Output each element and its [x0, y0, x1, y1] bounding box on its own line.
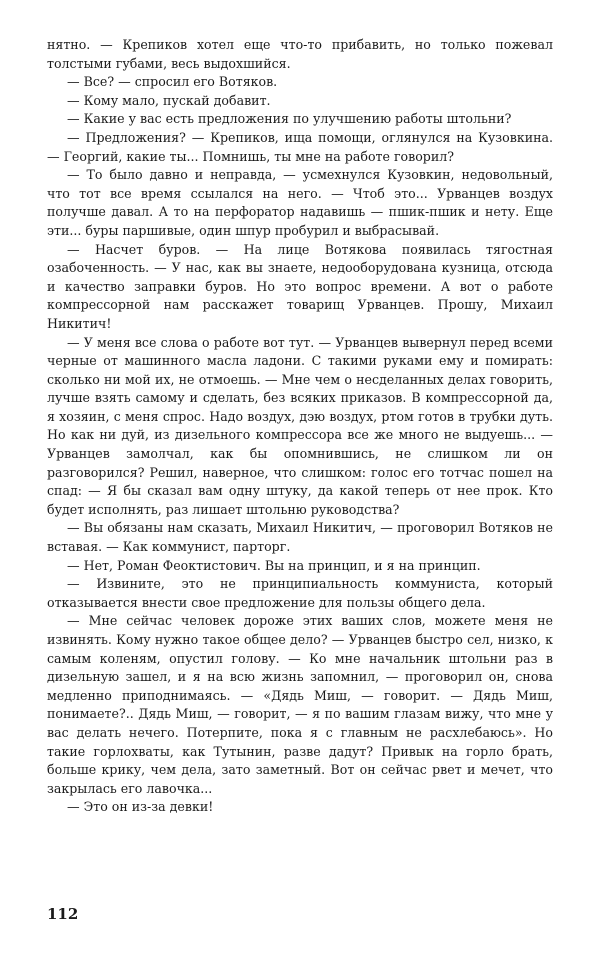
paragraph: — Это он из-за девки! [67, 799, 214, 815]
paragraph: — Извините, это не принципиальность коммуниста, который отказывается внести свое предложение для пользы общего дела. [47, 576, 553, 610]
paragraph: — Нет, Роман Феоктистович. Вы на принцип, и я на принцип. [67, 557, 481, 573]
paragraph: — Вы обязаны нам сказать, Михаил Никитич, — проговорил Вотяков не вставая. — Как коммунист, парторг. [47, 520, 553, 555]
paragraph: — Все? — спросил его Вотяков. [67, 74, 278, 90]
paragraph: — То было давно и неправда, — усмехнулся Кузовкин, недовольный, что тот все время ссылался на него. — Чтоб это... Урванцев воздух получше давал. А то на перфоратор надавишь — пшик-пшик и нету. Еще эти... буры паршивые, один шпур пробурил и выбрасывай. [47, 167, 553, 238]
paragraph: — У меня все слова о работе вот тут. — Урванцев вывернул перед всеми черные от машинного масла ладони. С такими руками ему и помирать: сколько ни мой их, не отмоешь. — Мне чем о несделанных делах говорить, лучше взять самому и сделать, без всяких приказов. В компрессорной да, я хозяин, с меня спрос. Надо воздух, дэю воздух, ртом готов в трубки дуть. Но как ни дуй, из дизельного компрессора все же много не выдуешь... — Урванцев замолчал, как бы опомнившись, не слишком ли он разговорился? Решил, наверное, что слишком: голос его тотчас пошел на спад: — Я бы сказал вам одну штуку, да какой теперь от нее прок. Кто будет исполнять, раз лишает штольню руководства? [47, 334, 553, 517]
paragraph: нятно. — Крепиков хотел еще что-то прибавить, но только пожевал толстыми губами, весь выдохшийся. [47, 37, 553, 71]
paragraph: — Насчет буров. — На лице Вотякова появилась тягостная озабоченность. — У нас, как вы знаете, недооборудована кузница, отсюда и качество заправки буров. Но это вопрос времени. А вот о работе компрессорной нам расскажет товарищ Урванцев. Прошу, Михаил Никитич! [47, 241, 553, 331]
paragraph: — Предложения? — Крепиков, ища помощи, оглянулся на Кузовкина. — Георгий, какие ты... Помнишь, ты мне на работе говорил? [47, 129, 553, 164]
paragraph: — Мне сейчас человек дороже этих ваших слов, можете меня не извинять. Кому нужно такое общее дело? — Урванцев быстро сел, низко, к самым коленям, опустил голову. — Ко мне начальник штольни раз в дизельную зашел, и я на всю жизнь запомнил, — проговорил он, снова медленно приподнимаясь. — «Дядь Миш, — говорит. — Дядь Миш, понимаете?.. Дядь Миш, — говорит, — я по вашим глазам вижу, что мне у вас делать нечего. Потерпите, пока я с главным не расхлебаюсь». Но такие горлохваты, как Тутынин, разве дадут? Привык на горло брать, больше крику, чем дела, зато заметный. Вот он сейчас рвет и мечет, что закрылась его лавочка... [47, 613, 553, 796]
page-body [47, 36, 553, 817]
page-number: 112 [47, 905, 79, 923]
paragraph: — Кому мало, пускай добавит. [67, 92, 271, 108]
paragraph: — Какие у вас есть предложения по улучшению работы штольни? [67, 111, 512, 127]
